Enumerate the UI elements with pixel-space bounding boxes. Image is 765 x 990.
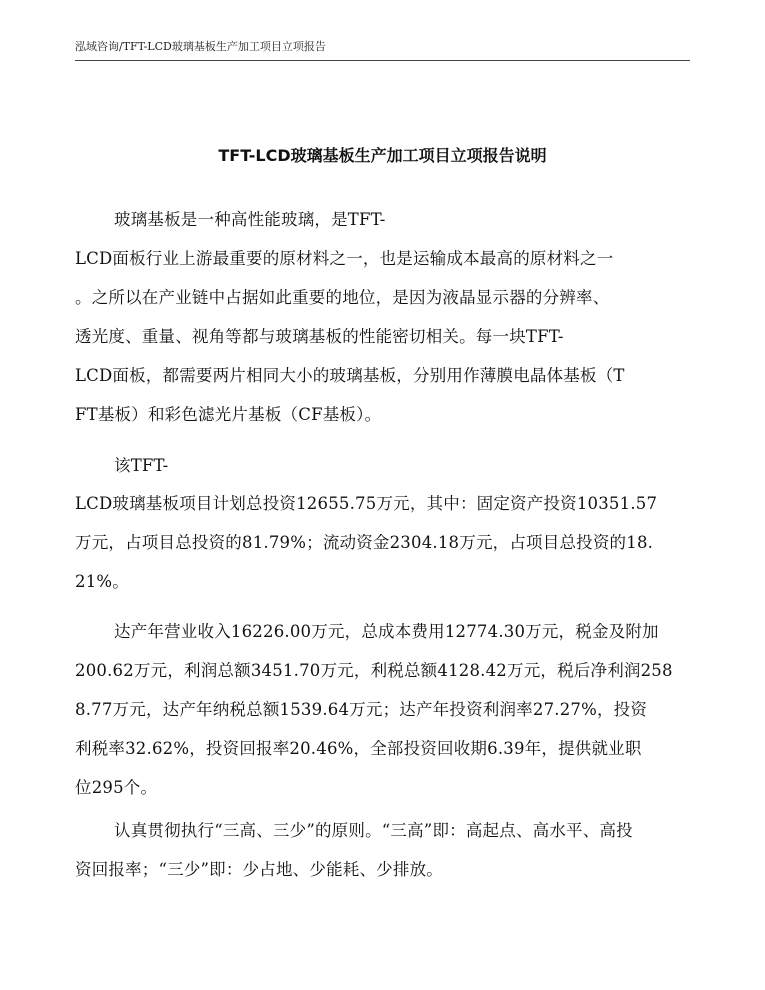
paragraph-line: LCD玻璃基板项目计划总投资12655.75万元，其中：固定资产投资10351.57 — [75, 494, 658, 513]
paragraph-line: 200.62万元，利润总额3451.70万元，利税总额4128.42万元，税后净利润258 — [75, 661, 673, 680]
paragraph-line: 玻璃基板是一种高性能玻璃，是TFT- — [114, 210, 386, 229]
paragraph-line: LCD面板，都需要两片相同大小的玻璃基板，分别用作薄膜电晶体基板（T — [75, 366, 625, 385]
paragraph-line: 21%。 — [75, 572, 129, 591]
paragraph-line: 万元，占项目总投资的81.79%；流动资金2304.18万元，占项目总投资的18. — [75, 533, 654, 552]
paragraph-line: LCD面板行业上游最重要的原材料之一，也是运输成本最高的原材料之一 — [75, 249, 614, 268]
paragraph-line: 8.77万元，达产年纳税总额1539.64万元；达产年投资利润率27.27%，投资 — [75, 700, 648, 719]
paragraph-line: 位295个。 — [75, 778, 158, 797]
document-title: TFT-LCD玻璃基板生产加工项目立项报告说明 — [218, 146, 547, 165]
paragraph-line: 认真贯彻执行“三高、三少”的原则。“三高”即：高起点、高水平、高投 — [114, 821, 633, 840]
paragraph-line: 达产年营业收入16226.00万元，总成本费用12774.30万元，税金及附加 — [114, 622, 659, 641]
running-header: 泓域咨询/TFT-LCD玻璃基板生产加工项目立项报告 — [75, 40, 326, 53]
paragraph-line: 透光度、重量、视角等都与玻璃基板的性能密切相关。每一块TFT- — [75, 327, 564, 346]
header-divider — [75, 60, 690, 61]
paragraph-line: 。之所以在产业链中占据如此重要的地位，是因为液晶显示器的分辨率、 — [75, 288, 610, 307]
paragraph-line: FT基板）和彩色滤光片基板（CF基板）。 — [75, 405, 382, 424]
paragraph-line: 该TFT- — [114, 456, 169, 475]
paragraph-line: 利税率32.62%，投资回报率20.46%，全部投资回收期6.39年，提供就业职 — [75, 739, 642, 758]
paragraph-line: 资回报率；“三少”即：少占地、少能耗、少排放。 — [75, 860, 443, 879]
